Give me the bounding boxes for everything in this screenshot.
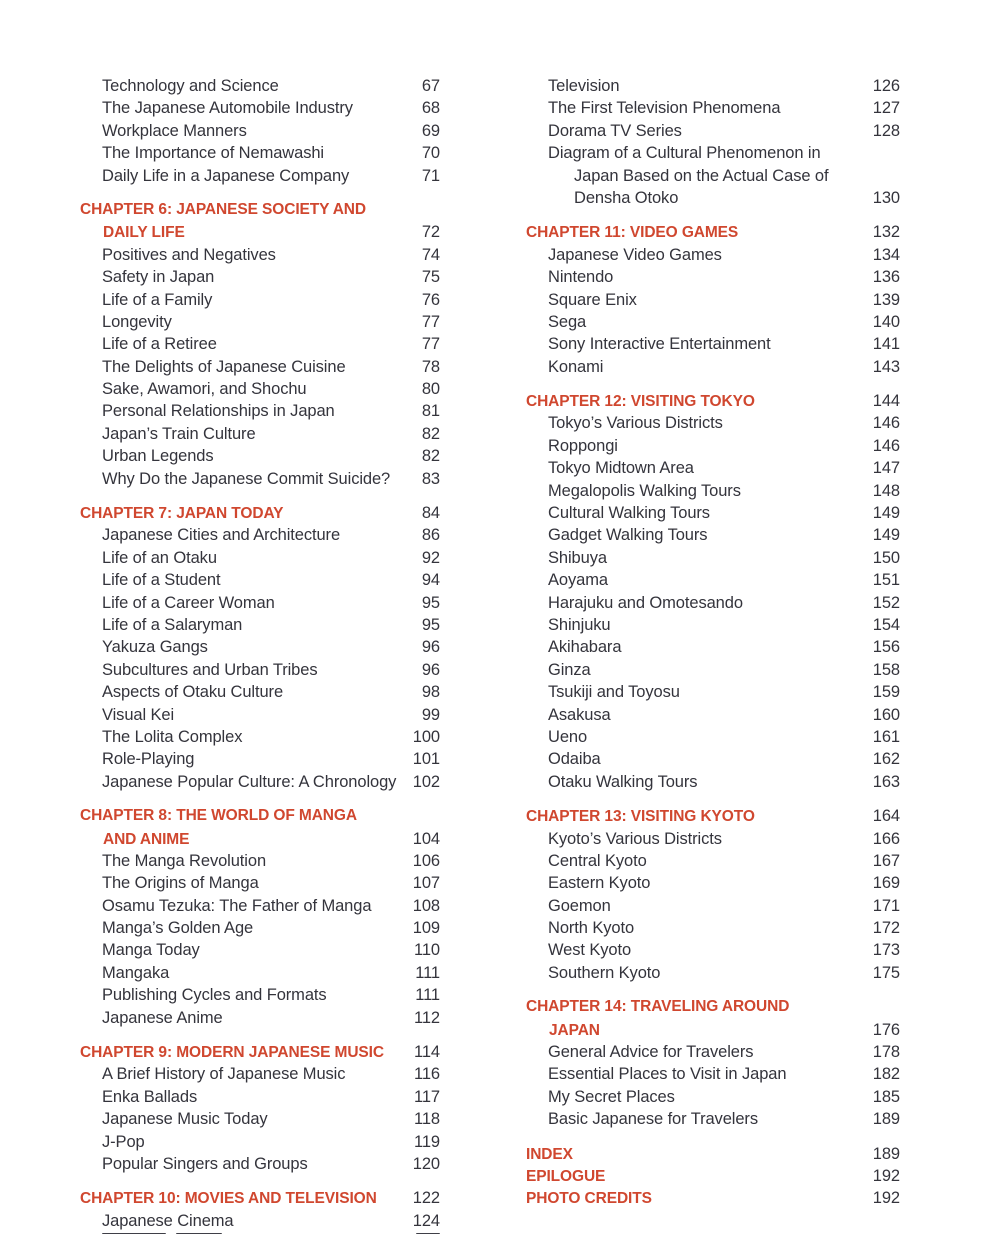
toc-entry-row [526,412,900,434]
toc-page-number: 189 [872,1110,900,1129]
toc-entry-row [80,850,440,872]
toc-entry-label: The Lolita Complex [102,727,243,746]
toc-entry-row [80,1086,440,1108]
toc-page-number: 75 [421,268,440,287]
toc-entry-row [526,569,900,591]
toc-page-number: 67 [421,77,440,95]
toc-page-number: 77 [421,335,440,354]
toc-entry-row [526,659,900,681]
toc-entry-row [526,289,900,311]
toc-entry-row [80,311,440,333]
toc-page-number: 120 [412,1154,440,1173]
toc-entry-label: Sega [548,312,587,331]
toc-page-number: 175 [872,963,900,982]
toc-chapter-title: EPILOGUE [526,1167,606,1185]
toc-entry-row [80,75,440,97]
toc-entry-label: Diagram of a Cultural Phenomenon in [548,144,821,163]
toc-entry-label: Shibuya [548,548,607,567]
toc-entry-row [526,895,900,917]
toc-page-number: 127 [872,99,900,118]
toc-entry-label: Personal Relationships in Japan [102,402,335,421]
toc-chapter-title: CHAPTER 14: TRAVELING AROUND [526,998,790,1016]
toc-page-number: 101 [412,750,440,769]
toc-page-number: 132 [872,223,900,242]
toc-page-number: 169 [872,874,900,893]
toc-entry-label: Urban Legends [102,447,214,466]
toc-page-number: 146 [872,436,900,455]
toc-page-number: 104 [412,829,440,848]
toc-entry-label: Shinjuku [548,615,611,634]
toc-entry-label: Workplace Manners [102,121,247,140]
toc-entry-label: Technology and Science [102,77,279,95]
toc-entry-label: Ueno [548,727,588,746]
toc-chapter-row [80,199,440,221]
toc-page-number: 118 [413,1110,440,1129]
toc-chapter-row [526,805,900,827]
toc-entry-row [80,1007,440,1029]
toc-entry-label: Yakuza Gangs [102,638,208,657]
toc-entry-label: Odaiba [548,750,601,769]
toc-page-number: 124 [412,1211,440,1230]
toc-page-number: 82 [421,447,440,466]
toc-page-number: 119 [413,1132,440,1151]
toc-entry-label: The Importance of Nemawashi [102,144,324,163]
toc-entry-label: Tokyo Midtown Area [548,459,694,478]
toc-page-number: 83 [421,469,440,488]
toc-entry-label: Daily Life in a Japanese Company [102,166,350,185]
toc-page-number: 164 [872,807,900,826]
toc-entry-label: Japanese Anime [102,1008,223,1027]
toc-page-number: 110 [413,941,440,960]
toc-entry-label: Role-Playing [102,750,195,769]
toc-entry-label: The Delights of Japanese Cuisine [102,357,346,376]
toc-entry-label: Visual Kei [102,705,175,724]
toc-entry-row [80,1108,440,1130]
toc-entry-label: Asakusa [548,705,611,724]
toc-entry-label: Popular Singers and Groups [102,1154,308,1173]
toc-entry-row [526,435,900,457]
toc-entry-row [80,1210,440,1232]
toc-entry-row [80,445,440,467]
toc-entry-row [80,895,440,917]
toc-entry-label: Japan Based on the Actual Case of [574,166,829,185]
toc-page-number: 100 [412,727,440,746]
toc-page-number: 114 [413,1043,440,1062]
toc-entry-row [526,1063,900,1085]
toc-page-number: 98 [421,683,440,702]
toc-page-number: 171 [872,896,900,915]
toc-entry-row [526,547,900,569]
toc-entry-label: Roppongi [548,436,618,455]
toc-entry-row [80,266,440,288]
toc-page-number: 173 [872,941,900,960]
toc-entry-row [80,289,440,311]
toc-entry-label: Central Kyoto [548,851,647,870]
toc-entry-row [80,547,440,569]
toc-page-number: 136 [872,268,900,287]
toc-entry-label: Life of an Otaku [102,548,217,567]
toc-entry-row [80,614,440,636]
toc-entry-label: A Brief History of Japanese Music [102,1065,346,1084]
toc-entry-label: Ginza [548,660,591,679]
toc-entry-row [80,165,440,187]
toc-entry-label: Japanese Cinema [102,1211,234,1230]
toc-page-number: 130 [872,188,900,207]
toc-entry-row [80,400,440,422]
toc-page-number: 111 [415,963,440,982]
toc-page-number: 144 [872,392,900,411]
toc-chapter-row [80,502,440,524]
toc-entry-row [526,1041,900,1063]
toc-entry-row [526,165,900,187]
toc-entry-row [526,962,900,984]
toc-page-number: 182 [872,1065,900,1084]
toc-chapter-title: DAILY LIFE [103,224,185,242]
toc-entry-label: Goemon [548,896,611,915]
toc-page-number: 72 [421,223,440,242]
toc-page-number: 156 [872,638,900,657]
toc-entry-label: Eastern Kyoto [548,874,651,893]
toc-entry-row [80,917,440,939]
toc-entry-row [80,423,440,445]
toc-chapter-title: CHAPTER 12: VISITING TOKYO [526,393,755,411]
toc-page-number: 111 [415,986,440,1005]
toc-chapter-row [80,221,440,243]
toc-page-number: 161 [872,727,900,746]
toc-page-number: 134 [872,245,900,264]
toc-column-right [526,75,900,1210]
toc-entry-label: Life of a Retiree [102,335,217,354]
toc-entry-row [80,984,440,1006]
toc-entry-label: Japanese Popular Culture: A Chronology [102,772,397,791]
toc-entry-label: Aoyama [548,571,608,590]
toc-entry-label: Longevity [102,312,172,331]
toc-entry-label: Konami [548,357,604,376]
toc-entry-label: Subcultures and Urban Tribes [102,660,318,679]
toc-chapter-row [80,828,440,850]
toc-page-number: 81 [421,402,440,421]
toc-entry-row [526,614,900,636]
toc-entry-label: Life of a Salaryman [102,615,243,634]
toc-entry-row [80,771,440,793]
toc-entry-row [80,636,440,658]
toc-entry-row [526,120,900,142]
toc-page-number: 126 [872,77,900,95]
toc-page-number: 74 [421,245,440,264]
toc-page-number: 117 [413,1087,440,1106]
toc-entry-row [80,333,440,355]
toc-entry-label: Sony Interactive Entertainment [548,335,771,354]
toc-entry-row [80,1153,440,1175]
toc-entry-label: Life of a Family [102,290,213,309]
toc-page-number: 167 [872,851,900,870]
toc-entry-row [526,311,900,333]
toc-entry-row [526,244,900,266]
toc-entry-label: Publishing Cycles and Formats [102,986,327,1005]
toc-chapter-title: CHAPTER 10: MOVIES AND TELEVISION [80,1190,377,1208]
toc-entry-label: West Kyoto [548,941,632,960]
toc-chapter-row [526,1187,900,1209]
toc-entry-row [80,1063,440,1085]
toc-page-number: 147 [872,459,900,478]
toc-page-number: 140 [872,312,900,331]
toc-entry-row [526,726,900,748]
toc-chapter-row [526,390,900,412]
toc-page-number: 159 [872,683,900,702]
toc-entry-label: Manga Today [102,941,200,960]
toc-page-number: 80 [421,380,440,399]
toc-entry-label: The Japanese Automobile Industry [102,99,353,118]
toc-entry-label: Tokyo’s Various Districts [548,414,723,433]
toc-page-number: 92 [421,548,440,567]
toc-entry-row [80,1131,440,1153]
toc-entry-label: Nintendo [548,268,614,287]
toc-page-number: 151 [872,571,900,590]
toc-entry-row [80,659,440,681]
toc-page-number: 148 [872,481,900,500]
toc-entry-row [526,1086,900,1108]
toc-entry-label: Enka Ballads [102,1087,198,1106]
toc-entry-label: Kyoto’s Various Districts [548,829,722,848]
toc-entry-row [526,97,900,119]
toc-page-number: 95 [421,615,440,634]
toc-page-number: 77 [421,312,440,331]
toc-page-number: 158 [872,660,900,679]
toc-entry-row [526,592,900,614]
toc-chapter-row [80,1187,440,1209]
toc-page-number: 68 [421,99,440,118]
toc-page-number: 102 [412,772,440,791]
toc-entry-row [526,872,900,894]
toc-entry-label: Japanese Video Games [548,245,722,264]
toc-entry-label: Dorama TV Series [548,121,682,140]
toc-entry-row [80,726,440,748]
toc-entry-label: The Manga Revolution [102,851,267,870]
toc-chapter-title: AND ANIME [103,830,190,848]
toc-page-number: 162 [872,750,900,769]
toc-entry-label: Essential Places to Visit in Japan [548,1065,787,1084]
toc-page-number: 192 [872,1189,900,1208]
toc-entry-label: Why Do the Japanese Commit Suicide? [102,469,391,488]
toc-entry-label: Japan’s Train Culture [102,424,256,443]
toc-entry-label: Cultural Walking Tours [548,504,710,523]
toc-page-number: 78 [421,357,440,376]
toc-entry-label: Tsukiji and Toyosu [548,683,680,702]
toc-entry-row [80,748,440,770]
toc-entry-label: Japanese Cities and Architecture [102,526,341,545]
toc-chapter-title: CHAPTER 7: JAPAN TODAY [80,505,284,523]
toc-page-number: 189 [872,1144,900,1163]
toc-entry-row [526,771,900,793]
toc-page-number: 166 [872,829,900,848]
toc-chapter-title: INDEX [526,1145,573,1163]
toc-entry-label: J-Pop [102,1132,145,1151]
toc-page-number: 176 [872,1020,900,1039]
toc-entry-row [80,681,440,703]
toc-page-number: 160 [872,705,900,724]
toc-entry-label: The Origins of Manga [102,874,259,893]
toc-entry-label: Aspects of Otaku Culture [102,683,284,702]
toc-entry-label: Basic Japanese for Travelers [548,1110,758,1129]
toc-entry-label: Safety in Japan [102,268,215,287]
toc-column-left [80,75,440,1234]
toc-entry-row [526,266,900,288]
toc-chapter-row [526,1165,900,1187]
toc-entry-label: My Secret Places [548,1087,675,1106]
toc-entry-row [526,502,900,524]
toc-entry-row [80,704,440,726]
toc-entry-row [526,1108,900,1130]
toc-page-number: 112 [413,1008,440,1027]
toc-page-number: 82 [421,424,440,443]
toc-entry-label: The First Television Phenomena [548,99,781,118]
toc-page-number: 172 [872,919,900,938]
toc-page-number: 152 [872,593,900,612]
toc-page-number: 178 [872,1043,900,1062]
toc-chapter-title: JAPAN [549,1021,600,1039]
toc-entry-row [526,636,900,658]
toc-entry-row [80,592,440,614]
toc-page-number: 163 [872,772,900,791]
toc-entry-row [526,524,900,546]
toc-chapter-row [526,1143,900,1165]
toc-entry-row [80,468,440,490]
toc-chapter-title: CHAPTER 11: VIDEO GAMES [526,224,739,242]
toc-entry-row [526,748,900,770]
toc-page-number: 69 [421,121,440,140]
toc-page-number: 141 [872,335,900,354]
toc-entry-label: Densha Otoko [574,188,679,207]
toc-entry-label: Mangaka [102,963,170,982]
toc-page-number: 128 [872,121,900,140]
toc-page-number: 76 [421,290,440,309]
toc-entry-row [526,704,900,726]
toc-entry-row [80,378,440,400]
toc-entry-row [80,962,440,984]
toc-entry-label: Square Enix [548,290,637,309]
toc-page-number: 109 [412,919,440,938]
toc-entry-row [526,850,900,872]
toc-entry-label: Positives and Negatives [102,245,276,264]
toc-entry-row [526,457,900,479]
toc-chapter-title: CHAPTER 9: MODERN JAPANESE MUSIC [80,1044,384,1062]
toc-chapter-row [526,1019,900,1041]
toc-page-number: 146 [872,414,900,433]
toc-entry-label: General Advice for Travelers [548,1043,754,1062]
toc-page-number: 94 [421,571,440,590]
toc-page-number: 71 [421,166,440,185]
toc-entry-label: Harajuku and Omotesando [548,593,743,612]
toc-page-number: 139 [872,290,900,309]
toc-entry-row [80,356,440,378]
toc-page-number: 185 [872,1087,900,1106]
toc-entry-row [80,244,440,266]
toc-entry-label: Gadget Walking Tours [548,526,708,545]
toc-entry-label: Life of a Student [102,571,221,590]
toc-entry-row [526,480,900,502]
toc-entry-label: Otaku Walking Tours [548,772,698,791]
toc-entry-row [526,356,900,378]
toc-entry-label: Life of a Career Woman [102,593,275,612]
toc-page-number: 96 [421,660,440,679]
toc-chapter-title: CHAPTER 6: JAPANESE SOCIETY AND [80,200,366,218]
toc-entry-row [526,142,900,164]
toc-entry-row [526,939,900,961]
toc-page-number: 154 [872,615,900,634]
toc-page-number: 122 [412,1189,440,1208]
toc-entry-row [526,187,900,209]
toc-page-number: 116 [413,1065,440,1084]
toc-page-number: 149 [872,526,900,545]
toc-page-number: 108 [412,896,440,915]
toc-chapter-title: CHAPTER 8: THE WORLD OF MANGA [80,807,357,825]
toc-entry-row [80,939,440,961]
toc-entry-row [526,333,900,355]
toc-entry-row [80,97,440,119]
toc-entry-row [80,524,440,546]
toc-entry-label: Japanese Music Today [102,1110,268,1129]
toc-page-number: 150 [872,548,900,567]
toc-entry-label: Manga’s Golden Age [102,919,254,938]
toc-chapter-title: CHAPTER 13: VISITING KYOTO [526,808,755,826]
toc-entry-row [80,872,440,894]
toc-chapter-row [526,996,900,1018]
toc-page-number: 192 [872,1166,900,1185]
toc-chapter-row [526,221,900,243]
toc-entry-row [80,142,440,164]
toc-entry-row [80,569,440,591]
toc-entry-label: Akihabara [548,638,622,657]
toc-page-number: 96 [421,638,440,657]
toc-page-number: 70 [421,144,440,163]
toc-entry-row [526,917,900,939]
toc-page-number: 106 [412,851,440,870]
toc-entry-row [80,120,440,142]
toc-chapter-title: PHOTO CREDITS [526,1190,652,1208]
toc-entry-label: Osamu Tezuka: The Father of Manga [102,896,372,915]
toc-entry-label: Megalopolis Walking Tours [548,481,741,500]
toc-entry-row [526,75,900,97]
toc-chapter-row [80,1041,440,1063]
toc-page-number: 95 [421,593,440,612]
toc-page-number: 84 [421,504,440,523]
toc-page-number: 149 [872,504,900,523]
toc-page-number: 143 [872,357,900,376]
toc-entry-label: Southern Kyoto [548,963,661,982]
toc-chapter-row [80,805,440,827]
toc-entry-label: Television [548,77,620,95]
toc-entry-label: Sake, Awamori, and Shochu [102,380,307,399]
toc-entry-label: North Kyoto [548,919,635,938]
toc-entry-row [526,828,900,850]
toc-page-number: 86 [421,526,440,545]
toc-page-number: 107 [412,874,440,893]
toc-entry-row [526,681,900,703]
toc-page-number: 99 [421,705,440,724]
